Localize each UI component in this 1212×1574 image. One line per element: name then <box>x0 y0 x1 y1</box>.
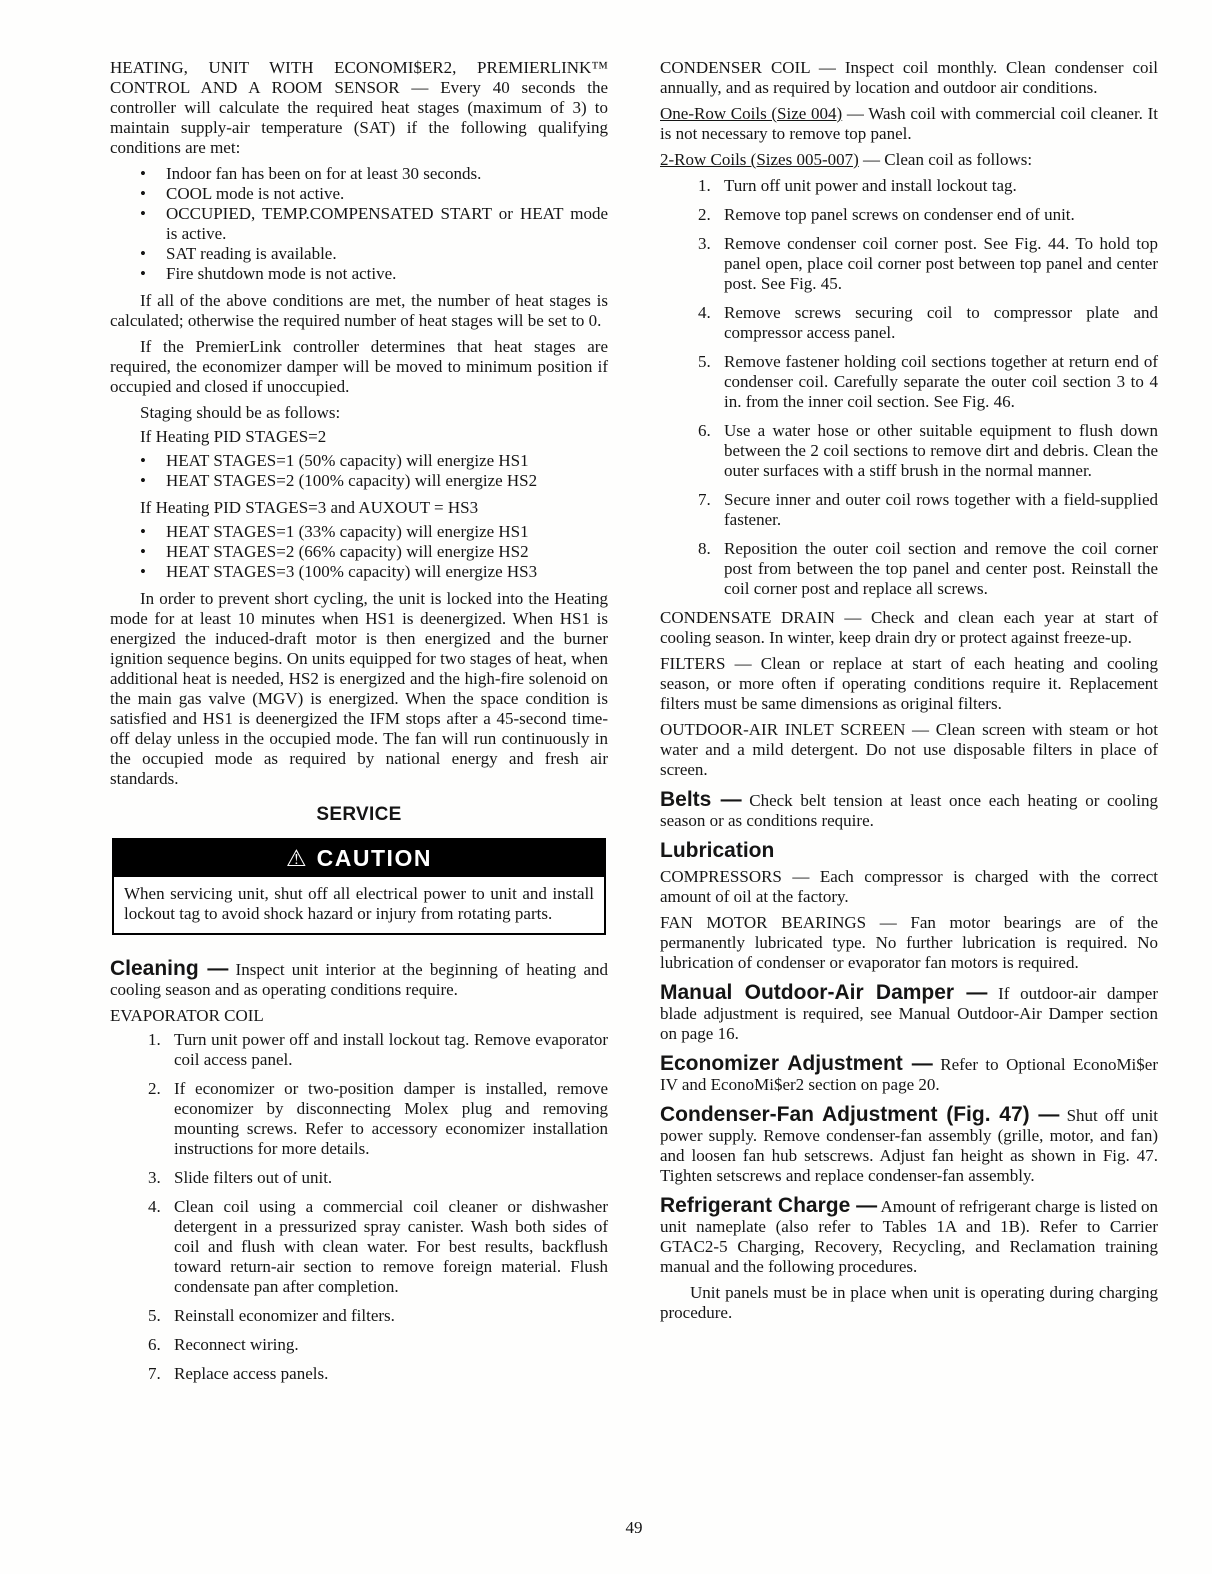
step-text: Remove fastener holding coil sections together at return end of condenser coil. Carefully separate the outer coil section 3 to 4 in. from the inner coil section. See Fig. 46. <box>724 352 1158 411</box>
caution-title: CAUTION <box>316 845 432 871</box>
step-item <box>660 539 1158 599</box>
cleaning-text: Inspect unit interior at the beginning of heating and cooling season and as operating conditions require. <box>110 960 608 999</box>
bullet-icon: • <box>140 542 146 561</box>
step-text: Replace access panels. <box>174 1364 329 1383</box>
step-number: 4. <box>698 303 711 322</box>
belts-section-paragraph <box>660 790 1158 831</box>
step-number: 3. <box>148 1168 161 1187</box>
step-text: Reconnect wiring. <box>174 1335 299 1354</box>
two-row-coils-text: — Clean coil as follows: <box>863 150 1033 169</box>
step-item <box>660 234 1158 294</box>
warning-triangle-icon: ⚠ <box>286 845 307 871</box>
list-item-text: HEAT STAGES=1 (50% capacity) will energize HS1 <box>166 451 529 470</box>
list-item <box>110 164 608 184</box>
step-item <box>110 1306 608 1326</box>
step-item <box>110 1168 608 1188</box>
paragraph-stage-calculation: If all of the above conditions are met, the number of heat stages is calculated; otherwise the required number of heat stages will be set to 0. <box>110 291 608 330</box>
paragraph-outdoor-air-inlet-screen: OUTDOOR-AIR INLET SCREEN — Clean screen with steam or hot water and a mild detergent. Do not use disposable filters in place of screen. <box>660 720 1158 779</box>
bullet-icon: • <box>140 204 146 223</box>
cleaning-section-paragraph <box>110 959 608 1000</box>
evaporator-coil-steps <box>110 1030 608 1384</box>
step-text: Turn off unit power and install lockout tag. <box>724 176 1017 195</box>
list-item <box>110 542 608 562</box>
step-text: Reposition the outer coil section and remove the coil corner post from between the top panel and center post. Reinstall the coil corner post and replace all screws. <box>724 539 1158 598</box>
left-column <box>110 58 608 1393</box>
caution-text: When servicing unit, shut off all electrical power to unit and install lockout tag to avoid shock hazard or injury from rotating parts. <box>124 884 594 923</box>
one-row-coils-heading: One-Row Coils (Size 004) <box>660 104 843 123</box>
condenser-fan-adjustment-heading: Condenser-Fan Adjustment (Fig. 47) — <box>660 1103 1060 1126</box>
one-row-coils-text: — Wash coil with commercial coil cleaner. It is not necessary to remove top panel. <box>660 104 1159 143</box>
condenser-fan-adjustment-paragraph <box>660 1105 1158 1186</box>
refrigerant-charge-paragraph <box>660 1196 1158 1277</box>
step-number: 2. <box>148 1079 161 1098</box>
condenser-fan-adjustment-text: Shut off unit power supply. Remove condenser-fan assembly (grille, motor, and fan) and loosen fan hub setscrews. Adjust fan height as shown in Fig. 47. Tighten setscrews and replace condenser-fan assembly. <box>660 1106 1159 1185</box>
list-item-text: HEAT STAGES=2 (66% capacity) will energize HS2 <box>166 542 529 561</box>
paragraph-unit-panels: Unit panels must be in place when unit is operating during charging procedure. <box>660 1283 1158 1322</box>
step-item <box>110 1030 608 1070</box>
section-heading-service: SERVICE <box>316 804 402 825</box>
pid-stages-3-line: If Heating PID STAGES=3 and AUXOUT = HS3 <box>140 498 479 517</box>
step-item <box>110 1197 608 1297</box>
caution-box <box>112 838 606 935</box>
bullet-icon: • <box>140 562 146 581</box>
step-number: 6. <box>148 1335 161 1354</box>
step-text: Secure inner and outer coil rows together with a field-supplied fastener. <box>724 490 1158 529</box>
step-number: 7. <box>148 1364 161 1383</box>
step-item <box>110 1364 608 1384</box>
list-item-text: HEAT STAGES=3 (100% capacity) will energize HS3 <box>166 562 538 581</box>
list-item <box>110 204 608 244</box>
step-text: Turn unit power off and install lockout tag. Remove evaporator coil access panel. <box>174 1030 608 1069</box>
qualifying-conditions-list <box>110 164 608 284</box>
paragraph-compressors: COMPRESSORS — Each compressor is charged with the correct amount of oil at the factory. <box>660 867 1158 906</box>
paragraph-one-row-coils <box>660 104 1158 144</box>
step-number: 6. <box>698 421 711 440</box>
list-item-text: HEAT STAGES=2 (100% capacity) will energize HS2 <box>166 471 538 490</box>
pid-stages-2-line: If Heating PID STAGES=2 <box>140 427 327 446</box>
paragraph-heating-intro: HEATING, UNIT WITH ECONOMI$ER2, PREMIERLINK™ CONTROL AND A ROOM SENSOR — Every 40 seconds the controller will calculate the required heat stages (maximum of 3) to maintain supply-air temperature (SAT) if the following qualifying conditions are met: <box>110 58 608 157</box>
condenser-coil-steps <box>660 176 1158 599</box>
evaporator-coil-label: EVAPORATOR COIL <box>110 1006 264 1025</box>
list-item-text: SAT reading is available. <box>166 244 337 263</box>
page-number: 49 <box>625 1518 643 1537</box>
paragraph-filters: FILTERS — Clean or replace at start of each heating and cooling season, or more often if operating conditions require it. Replacement filters must be same dimensions as original filters. <box>660 654 1158 713</box>
step-number: 5. <box>698 352 711 371</box>
list-item-text: Fire shutdown mode is not active. <box>166 264 397 283</box>
two-row-coils-heading: 2-Row Coils (Sizes 005-007) <box>660 150 859 169</box>
bullet-icon: • <box>140 522 146 541</box>
step-item <box>110 1335 608 1355</box>
step-item <box>660 490 1158 530</box>
list-item-text: HEAT STAGES=1 (33% capacity) will energize HS1 <box>166 522 529 541</box>
right-column <box>660 58 1158 1393</box>
step-number: 4. <box>148 1197 161 1216</box>
step-number: 1. <box>698 176 711 195</box>
step-text: Reinstall economizer and filters. <box>174 1306 395 1325</box>
step-item <box>660 176 1158 196</box>
economizer-adjustment-paragraph <box>660 1054 1158 1095</box>
paragraph-condenser-coil: CONDENSER COIL — Inspect coil monthly. Clean condenser coil annually, and as required by location and outdoor air conditions. <box>660 58 1158 97</box>
paragraph-short-cycling: In order to prevent short cycling, the unit is locked into the Heating mode for at least 10 minutes when HS1 is deenergized. When HS1 is energized the induced-draft motor is then energized and the burner ignition sequence begins. On units equipped for two stages of heat, when additional heat is needed, HS2 is energized and the high-fire solenoid on the main gas valve (MGV) is energized. When the space condition is satisfied and HS1 is deenergized the IFM stops after a 45-second time-off delay unless in the occupied mode. The fan will run continuously in the occupied mode as required by national energy and fresh air standards. <box>110 589 608 788</box>
list-item-text: Indoor fan has been on for at least 30 seconds. <box>166 164 482 183</box>
step-text: Remove screws securing coil to compressor plate and compressor access panel. <box>724 303 1158 342</box>
belts-heading: Belts — <box>660 788 742 811</box>
step-number: 7. <box>698 490 711 509</box>
list-item-text: OCCUPIED, TEMP.COMPENSATED START or HEAT mode is active. <box>166 204 608 243</box>
step-item <box>660 303 1158 343</box>
step-text: If economizer or two-position damper is installed, remove economizer by disconnecting Molex plug and removing mounting screws. Refer to accessory economizer installation instructions for more details. <box>174 1079 608 1158</box>
refrigerant-charge-text: Amount of refrigerant charge is listed on unit nameplate (also refer to Tables 1A and 1B). Refer to Carrier GTAC2-5 Charging, Recovery, Recycling, and Reclamation training manual and the following procedures. <box>660 1197 1158 1276</box>
bullet-icon: • <box>140 184 146 203</box>
step-item <box>660 421 1158 481</box>
paragraph-premierlink-damper: If the PremierLink controller determines that heat stages are required, the economizer damper will be moved to minimum position if occupied and closed if unoccupied. <box>110 337 608 396</box>
step-item <box>110 1079 608 1159</box>
paragraph-two-row-coils <box>660 150 1158 170</box>
bullet-icon: • <box>140 244 146 263</box>
step-text: Remove top panel screws on condenser end of unit. <box>724 205 1075 224</box>
caution-header <box>114 840 604 877</box>
step-number: 8. <box>698 539 711 558</box>
belts-text: Check belt tension at least once each heating or cooling season or as conditions require. <box>660 791 1158 830</box>
list-item <box>110 562 608 582</box>
pid3-stages-list <box>110 522 608 582</box>
step-item <box>660 205 1158 225</box>
two-column-layout <box>110 58 1158 1393</box>
list-item-text: COOL mode is not active. <box>166 184 345 203</box>
step-text: Remove condenser coil corner post. See Fig. 44. To hold top panel open, place coil corner post between top panel and center post. See Fig. 45. <box>724 234 1158 293</box>
step-number: 3. <box>698 234 711 253</box>
manual-outdoor-air-damper-heading: Manual Outdoor-Air Damper — <box>660 981 988 1004</box>
section-heading-lubrication: Lubrication <box>660 839 775 862</box>
paragraph-fan-motor-bearings: FAN MOTOR BEARINGS — Fan motor bearings are of the permanently lubricated type. No further lubrication is required. No lubrication of condenser or evaporator fan motors is required. <box>660 913 1158 972</box>
list-item <box>110 184 608 204</box>
economizer-adjustment-heading: Economizer Adjustment — <box>660 1052 933 1075</box>
manual-outdoor-air-damper-paragraph <box>660 983 1158 1044</box>
refrigerant-charge-heading: Refrigerant Charge — <box>660 1194 878 1217</box>
economizer-adjustment-text: Refer to Optional EconoMi$er IV and EconoMi$er2 section on page 20. <box>660 1055 1158 1094</box>
step-number: 1. <box>148 1030 161 1049</box>
step-text: Clean coil using a commercial coil cleaner or dishwasher detergent in a pressurized spray canister. Wash both sides of coil and flush with clean water. For best results, backflush toward return-air section to remove foreign material. Flush condensate pan after completion. <box>174 1197 608 1296</box>
bullet-icon: • <box>140 264 146 283</box>
list-item <box>110 451 608 471</box>
list-item <box>110 522 608 542</box>
manual-outdoor-air-damper-text: If outdoor-air damper blade adjustment is required, see Manual Outdoor-Air Damper section on page 16. <box>660 984 1158 1043</box>
list-item <box>110 471 608 491</box>
list-item <box>110 264 608 284</box>
paragraph-condensate-drain: CONDENSATE DRAIN — Check and clean each year at start of cooling season. In winter, keep drain dry or protect against freeze-up. <box>660 608 1158 647</box>
bullet-icon: • <box>140 471 146 490</box>
bullet-icon: • <box>140 164 146 183</box>
step-number: 2. <box>698 205 711 224</box>
step-number: 5. <box>148 1306 161 1325</box>
cleaning-heading: Cleaning — <box>110 957 229 980</box>
step-text: Use a water hose or other suitable equipment to flush down between the 2 coil sections to remove dirt and debris. Clean the outer surfaces with a stiff brush in the normal manner. <box>724 421 1158 480</box>
bullet-icon: • <box>140 451 146 470</box>
step-item <box>660 352 1158 412</box>
staging-line: Staging should be as follows: <box>140 403 341 422</box>
pid2-stages-list <box>110 451 608 491</box>
step-text: Slide filters out of unit. <box>174 1168 333 1187</box>
list-item <box>110 244 608 264</box>
